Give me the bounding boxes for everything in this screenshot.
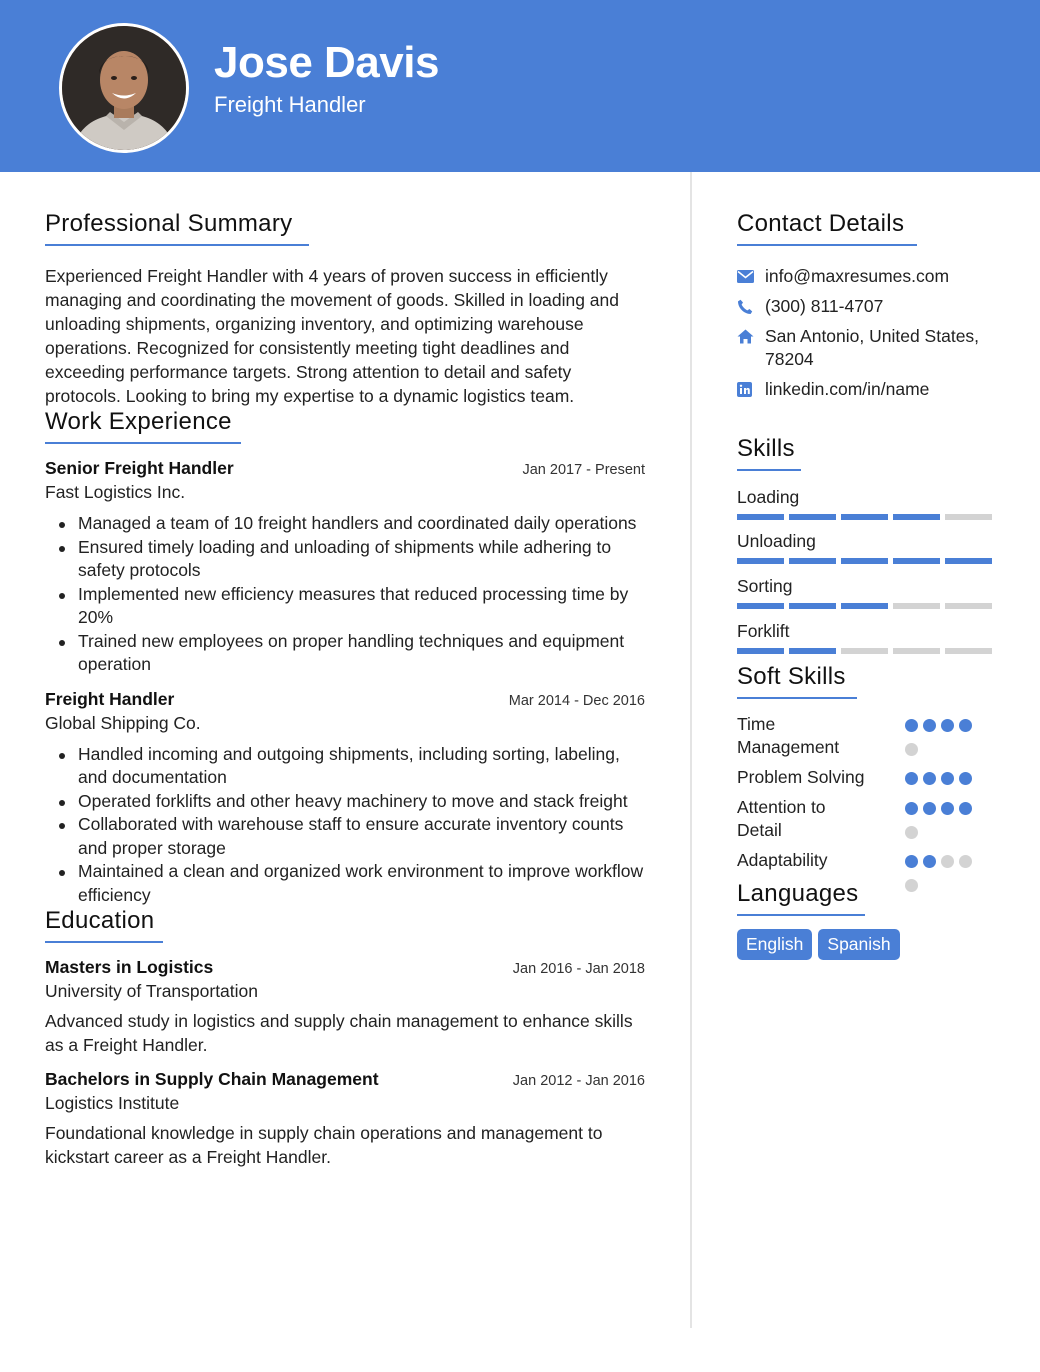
soft-skill-item <box>737 849 1007 872</box>
skill-segment-empty <box>893 648 940 654</box>
rating-dot-filled <box>941 802 954 815</box>
skills-heading: Skills <box>737 435 801 471</box>
skill-segment-filled <box>737 558 784 564</box>
skill-segment-empty <box>945 603 992 609</box>
soft-skill-label: Attention to Detail <box>737 797 826 840</box>
bullet-item: Operated forklifts and other heavy machinery to move and stack freight <box>45 790 645 814</box>
education-date: Jan 2016 - Jan 2018 <box>512 961 645 977</box>
school-name: Logistics Institute <box>45 1093 180 1113</box>
skill-label: Loading <box>737 487 800 507</box>
skill-label: Unloading <box>737 531 816 551</box>
contact-address <box>737 325 1007 371</box>
rating-dot-empty <box>905 879 918 892</box>
skill-segment-filled <box>841 514 888 520</box>
skill-segment-empty <box>945 648 992 654</box>
skill-segment-filled <box>789 514 836 520</box>
rating-dot-filled <box>905 719 918 732</box>
language-badges <box>737 929 1007 960</box>
school-name: University of Transportation <box>45 981 259 1001</box>
contact-heading: Contact Details <box>737 210 917 246</box>
rating-dot-filled <box>923 772 936 785</box>
skill-segment-empty <box>893 603 940 609</box>
skill-level-bar <box>737 514 1007 520</box>
job-role: Senior Freight Handler <box>45 458 234 478</box>
job-company: Fast Logistics Inc. <box>45 482 186 502</box>
envelope-icon <box>737 265 765 288</box>
summary-heading: Professional Summary <box>45 210 309 246</box>
soft-skill-rating <box>905 802 985 850</box>
rating-dot-filled <box>959 802 972 815</box>
skill-segment-filled <box>841 558 888 564</box>
column-divider <box>690 172 692 1328</box>
home-icon <box>737 325 765 348</box>
skill-segment-filled <box>893 558 940 564</box>
sidebar-column <box>737 210 1007 960</box>
language-badge: Spanish <box>818 929 899 960</box>
experience-heading: Work Experience <box>45 408 241 444</box>
languages-heading: Languages <box>737 880 865 916</box>
address-text: San Antonio, United States, 78204 <box>765 326 980 369</box>
rating-dot-empty <box>941 855 954 868</box>
soft-skill-rating <box>905 772 985 796</box>
education-section <box>45 907 645 1169</box>
skill-item <box>737 530 1007 564</box>
contact-linkedin <box>737 378 1007 401</box>
education-entry <box>45 957 645 1057</box>
bullet-item: Ensured timely loading and unloading of shipments while adhering to safety protocols <box>45 536 645 583</box>
skills-list <box>737 486 1007 654</box>
degree-name: Bachelors in Supply Chain Management <box>45 1069 379 1089</box>
bullet-item: Maintained a clean and organized work environment to improve workflow efficiency <box>45 860 645 907</box>
soft-skill-label: Time Management <box>737 714 840 757</box>
bullet-item: Implemented new efficiency measures that reduced processing time by 20% <box>45 583 645 630</box>
bullet-item: Trained new employees on proper handling techniques and equipment operation <box>45 630 645 677</box>
rating-dot-empty <box>905 743 918 756</box>
experience-section <box>45 408 645 907</box>
rating-dot-filled <box>959 719 972 732</box>
soft-skill-rating <box>905 719 985 767</box>
skill-label: Sorting <box>737 576 793 596</box>
rating-dot-filled <box>923 719 936 732</box>
soft-skill-item <box>737 766 1007 789</box>
skill-segment-filled <box>737 603 784 609</box>
skill-level-bar <box>737 603 1007 609</box>
skill-segment-empty <box>945 514 992 520</box>
soft-skill-label: Problem Solving <box>737 767 865 787</box>
skill-item <box>737 620 1007 654</box>
phone-text[interactable]: (300) 811-4707 <box>765 296 884 316</box>
skill-segment-filled <box>737 514 784 520</box>
phone-icon <box>737 295 765 318</box>
rating-dot-filled <box>905 772 918 785</box>
job-company: Global Shipping Co. <box>45 712 201 733</box>
language-badge: English <box>737 929 812 960</box>
bullet-item: Collaborated with warehouse staff to ensure accurate inventory counts and proper storage <box>45 813 645 860</box>
rating-dot-filled <box>959 772 972 785</box>
email-text[interactable]: info@maxresumes.com <box>765 266 950 286</box>
candidate-name: Jose Davis <box>214 38 439 87</box>
job-date: Jan 2017 - Present <box>522 462 645 478</box>
degree-name: Masters in Logistics <box>45 957 214 977</box>
skill-segment-empty <box>841 648 888 654</box>
skill-item <box>737 486 1007 520</box>
soft-skills-heading: Soft Skills <box>737 663 857 699</box>
main-column <box>45 210 645 1169</box>
skills-section <box>737 435 1007 654</box>
skill-segment-filled <box>893 514 940 520</box>
soft-skills-list <box>737 713 1007 872</box>
skill-label: Forklift <box>737 621 790 641</box>
rating-dot-empty <box>905 826 918 839</box>
rating-dot-filled <box>905 855 918 868</box>
bullet-item: Handled incoming and outgoing shipments, including sorting, labeling, and documentation <box>45 743 645 790</box>
education-description: Advanced study in logistics and supply chain management to enhance skills as a Freight Handler. <box>45 1011 633 1055</box>
skill-segment-filled <box>789 603 836 609</box>
rating-dot-filled <box>941 719 954 732</box>
education-entry <box>45 1069 645 1169</box>
skill-segment-filled <box>945 558 992 564</box>
rating-dot-filled <box>923 855 936 868</box>
profile-photo <box>59 23 189 153</box>
bullet-item: Managed a team of 10 freight handlers and coordinated daily operations <box>45 512 645 536</box>
job-date: Mar 2014 - Dec 2016 <box>508 692 645 709</box>
soft-skill-item <box>737 713 1007 759</box>
rating-dot-filled <box>941 772 954 785</box>
job-entry <box>45 458 645 677</box>
skill-segment-filled <box>737 648 784 654</box>
linkedin-text[interactable]: linkedin.com/in/name <box>765 379 930 399</box>
rating-dot-filled <box>905 802 918 815</box>
soft-skill-rating <box>905 855 985 903</box>
skill-level-bar <box>737 648 1007 654</box>
education-description: Foundational knowledge in supply chain operations and management to kickstart career as a Freight Handler. <box>45 1123 603 1167</box>
education-heading: Education <box>45 907 163 943</box>
candidate-title: Freight Handler <box>214 92 366 117</box>
skill-segment-filled <box>789 558 836 564</box>
contact-email <box>737 265 1007 288</box>
rating-dot-filled <box>923 802 936 815</box>
contact-phone <box>737 295 1007 318</box>
rating-dot-empty <box>959 855 972 868</box>
job-bullets <box>45 743 645 908</box>
skill-item <box>737 575 1007 609</box>
soft-skills-section <box>737 663 1007 872</box>
education-date: Jan 2012 - Jan 2016 <box>512 1073 645 1089</box>
soft-skill-item <box>737 796 1007 842</box>
skill-level-bar <box>737 558 1007 564</box>
job-bullets <box>45 512 645 677</box>
resume-header <box>0 0 1040 172</box>
job-entry <box>45 689 645 908</box>
skill-segment-filled <box>789 648 836 654</box>
skill-segment-filled <box>841 603 888 609</box>
job-role: Freight Handler <box>45 688 175 709</box>
summary-text: Experienced Freight Handler with 4 years of proven success in efficiently managing and coordinating the movement of goods. Skilled in loading and unloading shipments, organizing inventory, and optimizing warehouse operations. Recognized for consistently meeting tight deadlines and exceeding performance targets. Strong attention to detail and safety protocols. Looking to bring my expertise to a dynamic logistics team. <box>45 266 619 406</box>
summary-section <box>45 210 645 408</box>
linkedin-icon <box>737 378 765 401</box>
contact-section <box>737 210 1007 401</box>
soft-skill-label: Adaptability <box>737 850 828 870</box>
